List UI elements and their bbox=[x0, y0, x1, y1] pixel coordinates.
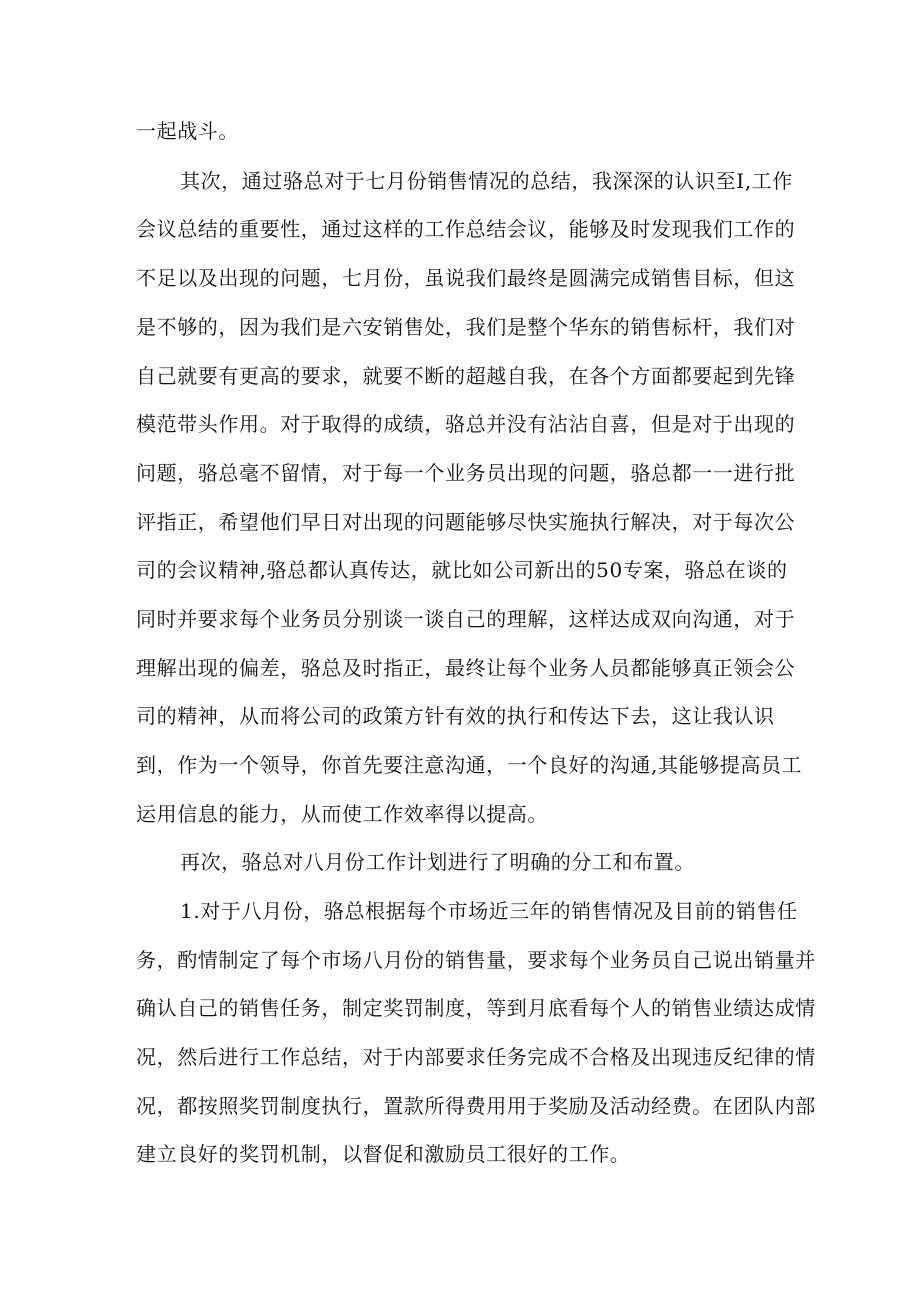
text-line: 会议总结的重要性，通过这样的工作总结会议，能够及时发现我们工作的 bbox=[136, 217, 796, 241]
text-line: 是不够的，因为我们是六安销售处，我们是整个华东的销售标杆，我们对 bbox=[136, 315, 796, 339]
text-line: 自己就要有更高的要求，就要不断的超越自我，在各个方面都要起到先锋 bbox=[136, 364, 796, 388]
text-line: 确认自己的销售任务，制定奖罚制度，等到月底看每个人的销售业绩达成情 bbox=[136, 996, 816, 1020]
text-line: 模范带头作用。对于取得的成绩，骆总并没有沾沾自喜，但是对于出现的 bbox=[136, 412, 796, 436]
text-line: 司的精神，从而将公司的政策方针有效的执行和传达下去，这让我认识 bbox=[136, 704, 775, 728]
text-line: 况，都按照奖罚制度执行，置款所得费用用于奖励及活动经费。在团队内部 bbox=[136, 1094, 816, 1118]
text-line: 问题，骆总毫不留情，对于每一个业务员出现的问题，骆总都一一进行批 bbox=[136, 461, 796, 485]
text-line: 一起战斗。 bbox=[136, 119, 239, 143]
text-line: 运用信息的能力，从而使工作效率得以提高。 bbox=[136, 802, 548, 826]
paragraph-start-line: 再次，骆总对八月份工作计划进行了明确的分工和布置。 bbox=[180, 850, 695, 874]
text-line: 司的会议精神,骆总都认真传达，就比如公司新出的50专案，骆总在谈的 bbox=[136, 558, 788, 582]
text-line: 建立良好的奖罚机制，以督促和激励员工很好的工作。 bbox=[136, 1142, 631, 1166]
text-line: 况，然后进行工作总结，对于内部要求任务完成不合格及出现违反纪律的情 bbox=[136, 1045, 816, 1069]
text-line: 评指正，希望他们早日对出现的问题能够尽快实施执行解决，对于每次公 bbox=[136, 510, 796, 534]
text-line: 到，作为一个领导，你首先要注意沟通，一个良好的沟通,其能够提高员工 bbox=[136, 753, 803, 777]
paragraph-start-line: 其次，通过骆总对于七月份销售情况的总结，我深深的认识至I,工作 bbox=[180, 169, 793, 193]
list-item-start-line: 1.对于八月份，骆总根据每个市场近三年的销售情况及目前的销售任 bbox=[180, 899, 798, 923]
text-line: 不足以及出现的问题，七月份，虽说我们最终是圆满完成销售目标，但这 bbox=[136, 266, 796, 290]
text-line: 务，酌情制定了每个市场八月份的销售量，要求每个业务员自己说出销量并 bbox=[136, 948, 816, 972]
text-line: 同时并要求每个业务员分别谈一谈自己的理解，这样达成双向沟通，对于 bbox=[136, 607, 796, 631]
text-line: 理解出现的偏差，骆总及时指正，最终让每个业务人员都能够真正领会公 bbox=[136, 656, 796, 680]
